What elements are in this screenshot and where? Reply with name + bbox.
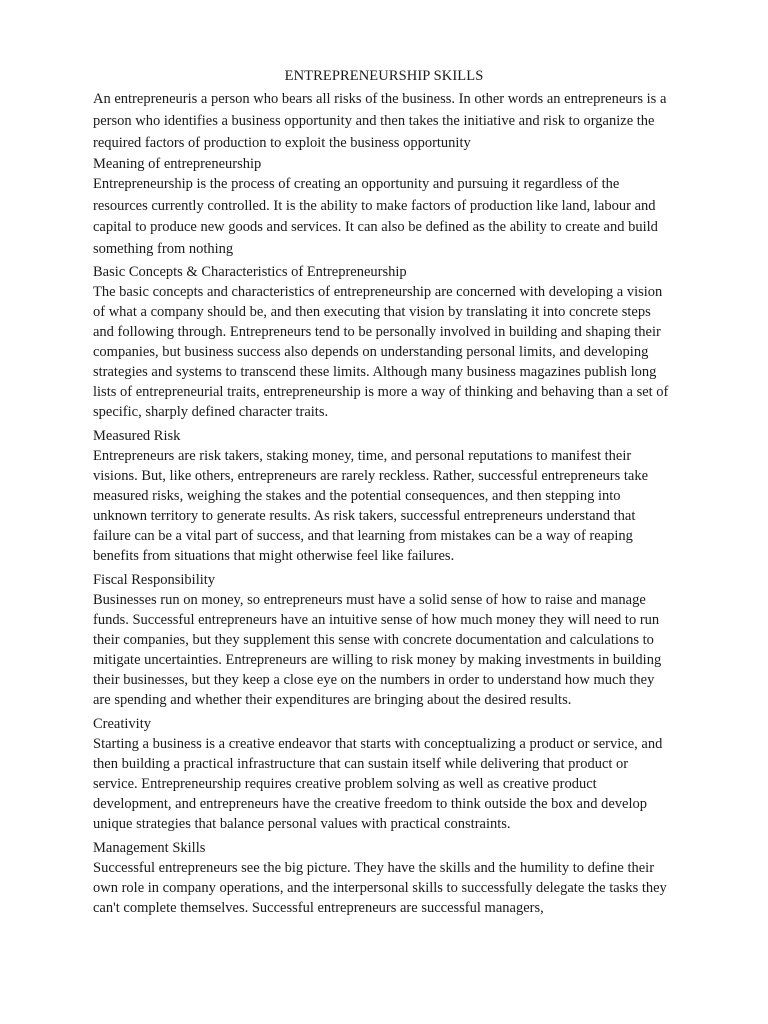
section-measured-risk	[93, 426, 675, 566]
section-basic-concepts	[93, 262, 675, 422]
section-creativity	[93, 714, 675, 834]
section-heading: Meaning of entrepreneurship	[93, 156, 262, 172]
intro-paragraph: An entrepreneuris a person who bears all risks of the business. In other words an entrepreneurs is a person who identifies a business opportunity and then takes the initiative and risk to organize the required factors of production to exploit the business opportunity	[93, 91, 667, 151]
section-heading: Management Skills	[93, 840, 206, 856]
section-body: Entrepreneurship is the process of creating an opportunity and pursuing it regardless of the resources currently controlled. It is the ability to make factors of production like land, labour and capital to produce new goods and services. It can also be defined as the ability to create and build something from nothing	[93, 176, 658, 257]
document-page	[93, 66, 675, 922]
section-body: The basic concepts and characteristics of entrepreneurship are concerned with developing a vision of what a company should be, and then executing that vision by translating it into concrete steps and following through. Entrepreneurs tend to be personally involved in building and shaping their companies, but business success also depends on understanding personal limits, and developing strategies and systems to transcend these limits. Although many business magazines publish long lists of entrepreneurial traits, entrepreneurship is more a way of thinking and behaving than a set of specific, sharply defined character traits.	[93, 284, 669, 420]
section-heading: Measured Risk	[93, 428, 181, 444]
section-body: Successful entrepreneurs see the big picture. They have the skills and the humility to define their own role in company operations, and the interpersonal skills to successfully delegate the tasks they can't complete themselves. Successful entrepreneurs are successful managers,	[93, 860, 667, 916]
section-heading: Basic Concepts & Characteristics of Entrepreneurship	[93, 264, 407, 280]
section-heading: Creativity	[93, 716, 151, 732]
section-body: Entrepreneurs are risk takers, staking money, time, and personal reputations to manifest their visions. But, like others, entrepreneurs are rarely reckless. Rather, successful entrepreneurs take measured risks, weighing the stakes and the potential consequences, and then stepping into unknown territory to generate results. As risk takers, successful entrepreneurs understand that failure can be a vital part of success, and that learning from mistakes can be a way of reaping benefits from situations that might otherwise feel like failures.	[93, 448, 649, 564]
section-body: Businesses run on money, so entrepreneurs must have a solid sense of how to raise and manage funds. Successful entrepreneurs have an intuitive sense of how much money they will need to run their companies, but they supplement this sense with concrete documentation and calculations to mitigate uncertainties. Entrepreneurs are willing to risk money by making investments in building their businesses, but they keep a close eye on the numbers in order to understand how much they are spending and whether their expenditures are bringing about the desired results.	[93, 592, 662, 708]
section-heading: Fiscal Responsibility	[93, 572, 216, 588]
section-meaning	[93, 154, 675, 260]
section-fiscal-responsibility	[93, 570, 675, 710]
section-body: Starting a business is a creative endeavor that starts with conceptualizing a product or service, and then building a practical infrastructure that can sustain itself while delivering that product or service. Entrepreneurship requires creative problem solving as well as creative product development, and entrepreneurs have the creative freedom to think outside the box and develop unique strategies that balance personal values with practical constraints.	[93, 736, 663, 832]
section-management-skills	[93, 838, 675, 918]
document-title: ENTREPRENEURSHIP SKILLS	[284, 68, 484, 84]
